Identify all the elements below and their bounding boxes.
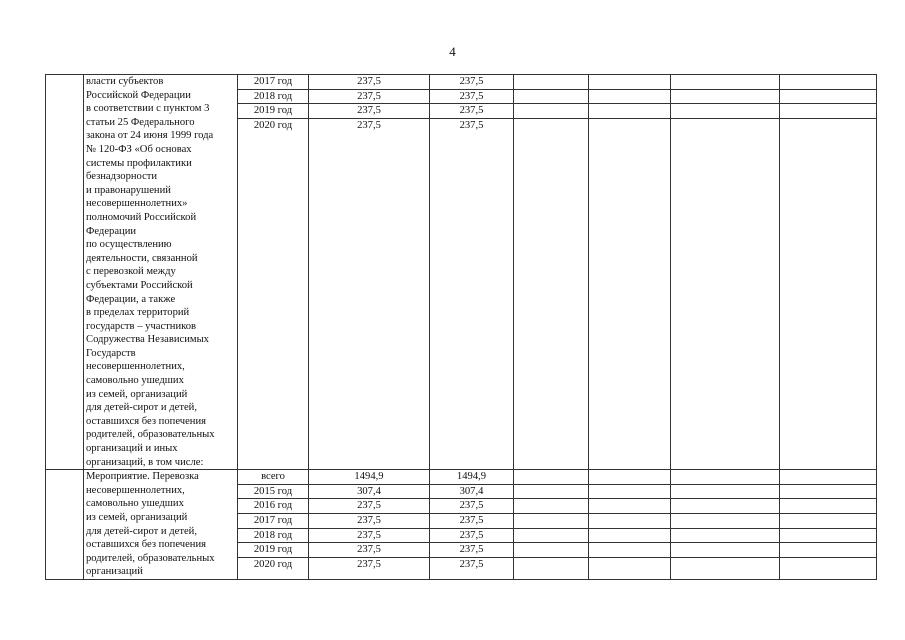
budget-table: [45, 74, 877, 580]
description-line: полномочий Российской: [86, 211, 197, 223]
description-line: из семей, организаций: [86, 388, 188, 400]
description-line: Содружества Независимых: [86, 334, 209, 346]
year-cell: 2017 год: [238, 75, 309, 90]
total-cell: 237,5: [309, 104, 430, 119]
empty-cell: [589, 89, 671, 104]
empty-cell: [514, 557, 589, 579]
description-line: деятельности, связанной: [86, 252, 198, 264]
description-line: для детей-сирот и детей,: [86, 402, 197, 414]
empty-cell: [671, 557, 780, 579]
description-line: № 120-ФЗ «Об основах: [86, 143, 192, 155]
description-line: оставшихся без попечения: [86, 415, 206, 427]
empty-cell: [671, 543, 780, 558]
empty-cell: [780, 118, 877, 469]
empty-cell: [589, 557, 671, 579]
empty-cell: [671, 118, 780, 469]
empty-cell: [514, 118, 589, 469]
empty-cell: [780, 104, 877, 119]
description-line: закона от 24 июня 1999 года: [86, 130, 214, 142]
total-cell: 237,5: [309, 543, 430, 558]
description-line: Федерации: [86, 225, 137, 237]
federal-cell: 237,5: [430, 118, 514, 469]
federal-cell: 1494,9: [430, 470, 514, 485]
year-cell: 2017 год: [238, 514, 309, 529]
year-cell: 2020 год: [238, 557, 309, 579]
empty-cell: [671, 484, 780, 499]
year-cell: 2019 год: [238, 104, 309, 119]
description-line: Федерации, а также: [86, 293, 176, 305]
total-cell: 237,5: [309, 499, 430, 514]
description-line: оставшихся без попечения: [86, 539, 206, 551]
description-cell: [84, 75, 238, 470]
empty-cell: [780, 89, 877, 104]
federal-cell: 237,5: [430, 499, 514, 514]
table-row: [46, 470, 877, 485]
empty-cell: [589, 484, 671, 499]
year-cell: 2018 год: [238, 89, 309, 104]
description-line: безнадзорности: [86, 171, 158, 183]
description-line: субъектами Российской: [86, 279, 193, 291]
empty-cell: [589, 514, 671, 529]
empty-cell: [514, 528, 589, 543]
federal-cell: 237,5: [430, 89, 514, 104]
federal-cell: 237,5: [430, 514, 514, 529]
description-line: самовольно ушедших: [86, 375, 184, 387]
year-cell: 2015 год: [238, 484, 309, 499]
empty-cell: [780, 514, 877, 529]
empty-cell: [780, 484, 877, 499]
year-cell: 2019 год: [238, 543, 309, 558]
description-line: системы профилактики: [86, 157, 192, 169]
empty-cell: [589, 104, 671, 119]
federal-cell: 307,4: [430, 484, 514, 499]
empty-cell: [780, 543, 877, 558]
empty-cell: [780, 557, 877, 579]
empty-cell: [589, 75, 671, 90]
total-cell: 237,5: [309, 528, 430, 543]
description-line: родителей, образовательных: [86, 429, 215, 441]
table-row: [46, 75, 877, 90]
empty-cell: [671, 104, 780, 119]
description-line: по осуществлению: [86, 239, 172, 251]
empty-cell: [589, 470, 671, 485]
total-cell: 237,5: [309, 557, 430, 579]
empty-cell: [671, 89, 780, 104]
empty-cell: [514, 104, 589, 119]
description-line: и правонарушений: [86, 184, 171, 196]
description-line: в соответствии с пунктом 3: [86, 103, 210, 115]
description-line: Государств: [86, 347, 136, 359]
description-line: организаций: [86, 566, 143, 578]
year-cell: 2018 год: [238, 528, 309, 543]
empty-cell: [514, 543, 589, 558]
empty-cell: [671, 528, 780, 543]
empty-cell: [514, 499, 589, 514]
year-cell: всего: [238, 470, 309, 485]
total-cell: 237,5: [309, 118, 430, 469]
empty-cell: [514, 514, 589, 529]
total-cell: 237,5: [309, 514, 430, 529]
empty-cell: [780, 528, 877, 543]
description-line: статьи 25 Федерального: [86, 116, 195, 128]
description-cell: [84, 470, 238, 580]
description-line: государств – участников: [86, 320, 197, 332]
total-cell: 237,5: [309, 75, 430, 90]
description-line: несовершеннолетних,: [86, 484, 185, 496]
federal-cell: 237,5: [430, 557, 514, 579]
empty-cell: [514, 89, 589, 104]
description-line: Российской Федерации: [86, 89, 191, 101]
description-line: из семей, организаций: [86, 512, 188, 523]
empty-cell: [589, 118, 671, 469]
empty-cell: [514, 484, 589, 499]
empty-cell: [589, 499, 671, 514]
empty-cell: [514, 470, 589, 485]
description-line: Мероприятие. Перевозка: [86, 471, 199, 483]
row-number-cell: [46, 75, 84, 470]
empty-cell: [671, 514, 780, 529]
federal-cell: 237,5: [430, 104, 514, 119]
description-line: несовершеннолетних,: [86, 361, 185, 373]
empty-cell: [780, 75, 877, 90]
description-line: несовершеннолетних»: [86, 198, 188, 210]
page-number: 4: [449, 44, 456, 59]
description-line: организаций и иных: [86, 443, 178, 455]
total-cell: 237,5: [309, 89, 430, 104]
empty-cell: [780, 470, 877, 485]
description-line: в пределах территорий: [86, 307, 190, 319]
empty-cell: [671, 470, 780, 485]
description-line: родителей, образовательных: [86, 552, 215, 564]
empty-cell: [589, 528, 671, 543]
description-line: с перевозкой между: [86, 266, 176, 278]
total-cell: 307,4: [309, 484, 430, 499]
row-number-cell: [46, 470, 84, 580]
total-cell: 1494,9: [309, 470, 430, 485]
year-cell: 2016 год: [238, 499, 309, 514]
federal-cell: 237,5: [430, 543, 514, 558]
year-cell: 2020 год: [238, 118, 309, 469]
description-line: власти субъектов: [86, 76, 164, 87]
description-line: организаций, в том числе:: [86, 456, 204, 468]
empty-cell: [671, 75, 780, 90]
description-line: самовольно ушедших: [86, 498, 184, 510]
empty-cell: [780, 499, 877, 514]
empty-cell: [589, 543, 671, 558]
description-line: для детей-сирот и детей,: [86, 525, 197, 537]
federal-cell: 237,5: [430, 75, 514, 90]
federal-cell: 237,5: [430, 528, 514, 543]
empty-cell: [671, 499, 780, 514]
empty-cell: [514, 75, 589, 90]
